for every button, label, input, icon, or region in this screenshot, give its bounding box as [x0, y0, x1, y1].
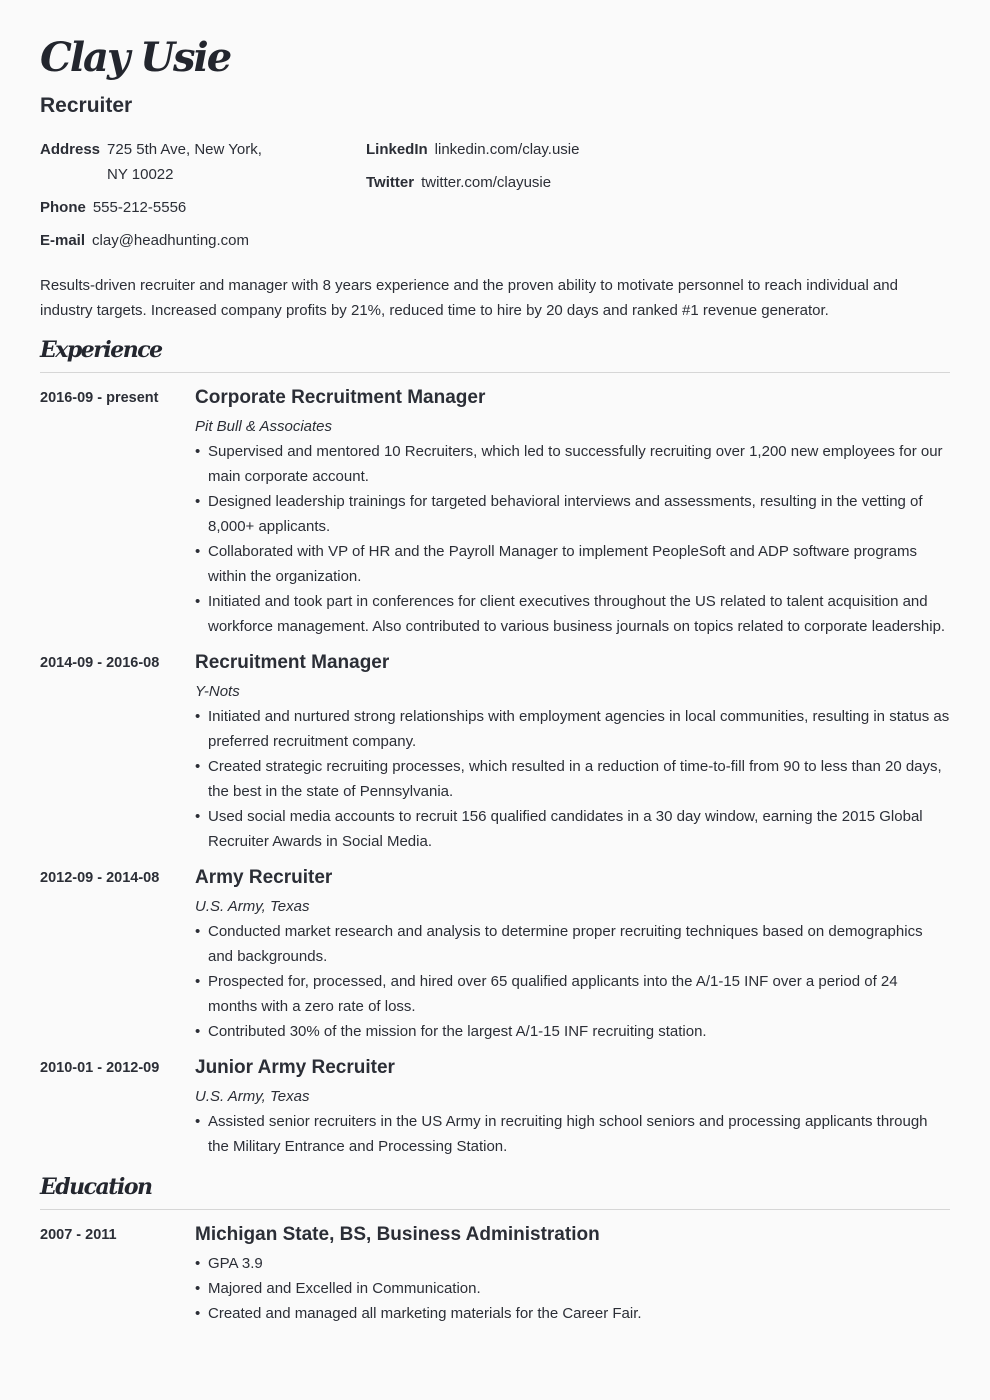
entry-date: 2014-09 - 2016-08 — [40, 655, 160, 671]
entry-body — [195, 865, 950, 1044]
job-role: Recruiter — [40, 94, 133, 117]
bullet-item: • Initiated and nurtured strong relationships with employment agencies in local communities, resulting in status as preferred recruitment company. — [195, 704, 950, 754]
entry-title: Army Recruiter — [195, 867, 333, 888]
bullet-item: • Contributed 30% of the mission for the largest A/1-15 INF recruiting station. — [195, 1019, 950, 1044]
phone-value: 555-212-5556 — [92, 199, 187, 216]
bullet-item: • Assisted senior recruiters in the US Army in recruiting high school seniors and processing applicants through the Military Entrance and Processing Station. — [195, 1109, 950, 1159]
linkedin-label: LinkedIn — [366, 141, 428, 158]
education-entry — [40, 1222, 950, 1326]
entry-organization: U.S. Army, Texas — [195, 1088, 310, 1105]
address-line2: NY 10022 — [107, 166, 174, 183]
experience-list — [40, 385, 950, 1170]
entry-body — [195, 1222, 950, 1326]
bullet-item: • Prospected for, processed, and hired over 65 qualified applicants into the A/1-15 INF over a period of 24 months with a zero rate of loss. — [195, 969, 950, 1019]
bullet-list — [195, 1251, 950, 1326]
contact-twitter — [366, 170, 551, 195]
entry-body — [195, 1055, 950, 1159]
job-entry — [40, 650, 950, 854]
job-entry — [40, 1055, 950, 1159]
address-line1: 725 5th Ave, New York, — [107, 141, 262, 158]
bullet-item: • Majored and Excelled in Communication. — [195, 1276, 950, 1301]
entry-title: Recruitment Manager — [195, 652, 390, 673]
bullet-item: • GPA 3.9 — [195, 1251, 950, 1276]
bullet-item: • Supervised and mentored 10 Recruiters, which led to successfully recruiting over 1,200 new employees for our main corporate account. — [195, 439, 950, 489]
candidate-name: Clay Usie — [40, 34, 231, 81]
entry-organization: Y-Nots — [195, 683, 240, 700]
experience-heading: Experience — [40, 337, 162, 363]
bullet-item: • Created strategic recruiting processes, which resulted in a reduction of time-to-fill from 90 to less than 20 days, the best in the state of Pennsylvania. — [195, 754, 950, 804]
contact-email — [40, 228, 249, 253]
entry-date: 2007 - 2011 — [40, 1227, 117, 1243]
contact-address — [40, 137, 262, 187]
phone-label: Phone — [40, 199, 86, 216]
linkedin-value: linkedin.com/clay.usie — [434, 141, 580, 158]
bullet-list — [195, 919, 950, 1044]
entry-body — [195, 385, 950, 639]
bullet-item: • Collaborated with VP of HR and the Payroll Manager to implement PeopleSoft and ADP software programs within the organization. — [195, 539, 950, 589]
entry-title: Corporate Recruitment Manager — [195, 387, 486, 408]
education-list — [40, 1222, 950, 1337]
entry-title: Junior Army Recruiter — [195, 1057, 395, 1078]
contact-phone — [40, 195, 186, 220]
entry-organization: U.S. Army, Texas — [195, 898, 310, 915]
job-entry — [40, 385, 950, 639]
email-label: E-mail — [40, 232, 86, 249]
bullet-list — [195, 439, 950, 639]
summary: Results-driven recruiter and manager with 8 years experience and the proven ability to motivate personnel to reach individual and industry targets. Increased company profits by 21%, reduced time to hire by 20 days and ranked #1 revenue generator. — [40, 277, 898, 319]
email-value: clay@headhunting.com — [92, 232, 250, 249]
experience-divider — [40, 372, 950, 373]
bullet-list — [195, 1109, 950, 1159]
twitter-label: Twitter — [366, 174, 415, 191]
address-label: Address — [40, 141, 101, 158]
contact-linkedin — [366, 137, 579, 162]
entry-title: Michigan State, BS, Business Administration — [195, 1224, 600, 1245]
bullet-item: • Conducted market research and analysis to determine proper recruiting techniques based on demographics and backgrounds. — [195, 919, 950, 969]
entry-date: 2016-09 - present — [40, 390, 159, 406]
education-divider — [40, 1209, 950, 1210]
bullet-item: • Designed leadership trainings for targeted behavioral interviews and assessments, resulting in the vetting of 8,000+ applicants. — [195, 489, 950, 539]
bullet-item: • Created and managed all marketing materials for the Career Fair. — [195, 1301, 950, 1326]
entry-body — [195, 650, 950, 854]
bullet-list — [195, 704, 950, 854]
education-heading: Education — [40, 1174, 152, 1200]
entry-date: 2010-01 - 2012-09 — [40, 1060, 160, 1076]
entry-date: 2012-09 - 2014-08 — [40, 870, 160, 886]
bullet-item: • Used social media accounts to recruit 156 qualified candidates in a 30 day window, earning the 2015 Global Recruiter Awards in Social Media. — [195, 804, 950, 854]
entry-organization: Pit Bull & Associates — [195, 418, 332, 435]
bullet-item: • Initiated and took part in conferences for client executives throughout the US related to talent acquisition and workforce management. Also contributed to various business journals on topics related to corporate leadership. — [195, 589, 950, 639]
job-entry — [40, 865, 950, 1044]
twitter-value: twitter.com/clayusie — [421, 174, 552, 191]
